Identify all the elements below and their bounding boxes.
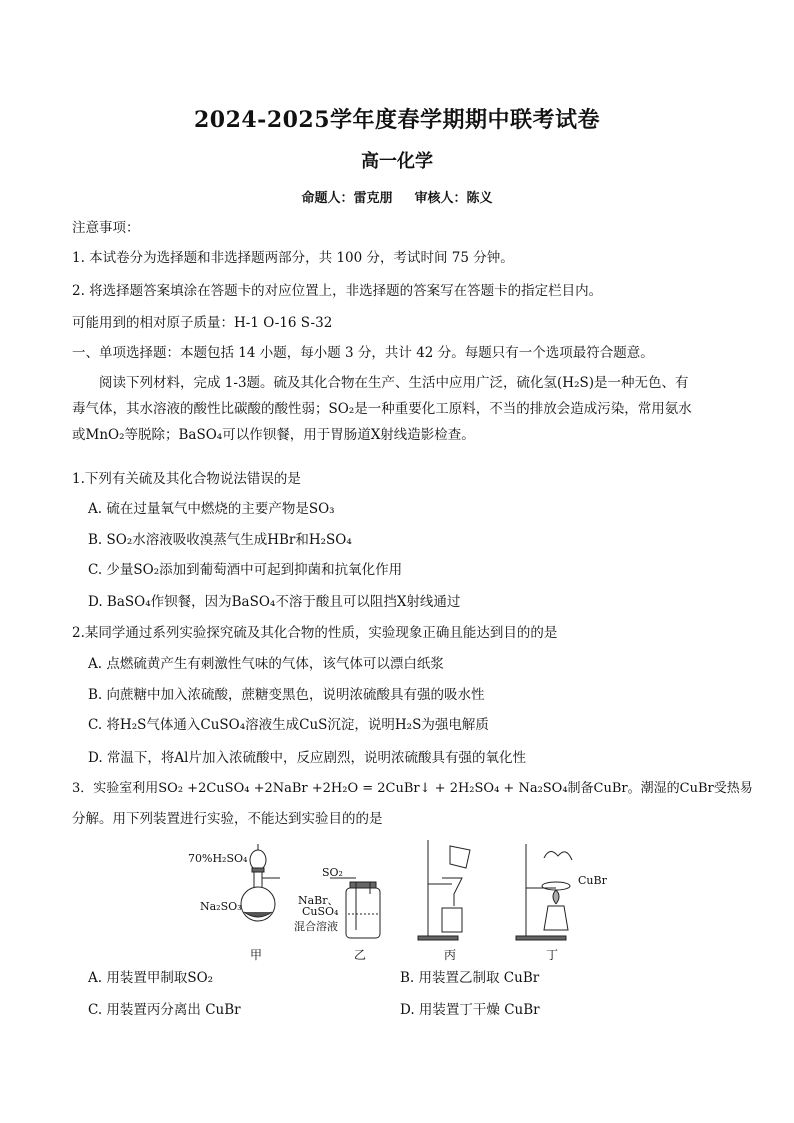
- q3-option-b: B. 用装置乙制取 CuBr: [400, 970, 540, 986]
- author: 命题人：雷克朋: [301, 191, 393, 206]
- label-cubr: CuBr: [578, 874, 607, 887]
- label-mixed-solution: 混合溶液: [294, 920, 338, 933]
- caption-ding: 丁: [546, 948, 559, 962]
- q3-stem-line-2: 分解。用下列装置进行实验，不能达到实验目的的是: [72, 811, 383, 827]
- page-title: 2024-2025学年度春学期期中联考试卷: [193, 107, 601, 133]
- reading-line-2: 毒气体，其水溶液的酸性比碳酸的酸性弱；SO₂是一种重要化工原料，不当的排放会造成污染，常用氨水: [72, 401, 692, 417]
- caption-yi: 乙: [354, 948, 367, 962]
- q2-option-d: D. 常温下，将Al片加入浓硫酸中，反应剧烈，说明浓硫酸具有强的氧化性: [88, 750, 526, 766]
- apparatus-figure: [180, 838, 620, 963]
- note-item-1: 1. 本试卷分为选择题和非选择题两部分，共 100 分，考试时间 75 分钟。: [72, 250, 514, 266]
- q2-option-b: B. 向蔗糖中加入浓硫酸，蔗糖变黑色，说明浓硫酸具有强的吸水性: [88, 687, 485, 703]
- label-na2so3: Na₂SO₃: [200, 900, 242, 913]
- q2-stem: 2.某同学通过系列实验探究硫及其化合物的性质，实验现象正确且能达到目的的是: [72, 625, 558, 641]
- page-subtitle: 高一化学: [361, 151, 433, 172]
- reviewer: 审核人：陈义: [414, 191, 493, 206]
- caption-bing: 丙: [444, 948, 457, 962]
- q1-stem: 1.下列有关硫及其化合物说法错误的是: [72, 471, 301, 487]
- q2-option-a: A. 点燃硫黄产生有刺激性气味的气体，该气体可以漂白纸浆: [88, 656, 444, 672]
- label-cuso4: CuSO₄: [302, 905, 339, 918]
- label-nabr: NaBr、: [298, 894, 339, 907]
- notes-heading: 注意事项：: [72, 220, 140, 236]
- atomic-mass-line: 可能用到的相对原子质量：H-1 O-16 S-32: [72, 315, 333, 331]
- q3-option-c: C. 用装置丙分离出 CuBr: [88, 1002, 241, 1018]
- q3-option-d: D. 用装置丁干燥 CuBr: [400, 1002, 540, 1018]
- q3-stem-line-1: 3．实验室利用SO₂ +2CuSO₄ +2NaBr +2H₂O = 2CuBr↓ + 2H₂SO₄ + Na₂SO₄制备CuBr。潮湿的CuBr受热易: [72, 781, 753, 796]
- q1-option-b: B. SO₂水溶液吸收溴蒸气生成HBr和H₂SO₄: [88, 532, 352, 548]
- apparatus-ding: [516, 844, 572, 940]
- note-item-2: 2. 将选择题答案填涂在答题卡的对应位置上，非选择题的答案写在答题卡的指定栏目内。: [72, 283, 603, 299]
- q1-option-a: A. 硫在过量氧气中燃烧的主要产物是SO₃: [88, 501, 335, 517]
- label-h2so4: 70%H₂SO₄: [188, 852, 248, 865]
- caption-jia: 甲: [250, 948, 263, 962]
- reading-passage: [72, 370, 720, 448]
- author-line: [0, 187, 794, 206]
- q3-option-a: A. 用装置甲制取SO₂: [88, 970, 214, 986]
- apparatus-bing: [418, 840, 470, 940]
- q1-option-c: C. 少量SO₂添加到葡萄酒中可起到抑菌和抗氧化作用: [88, 562, 403, 578]
- section-heading: 一、单项选择题：本题包括 14 小题，每小题 3 分，共计 42 分。每题只有一个选项最符合题意。: [72, 345, 654, 361]
- q1-option-d: D. BaSO₄作钡餐，因为BaSO₄不溶于酸且可以阻挡X射线通过: [88, 594, 461, 610]
- q2-option-c: C. 将H₂S气体通入CuSO₄溶液生成CuS沉淀，说明H₂S为强电解质: [88, 717, 489, 733]
- reading-line-1: 阅读下列材料，完成 1-3题。硫及其化合物在生产、生活中应用广泛，硫化氢(H₂S)是一种无色、有: [99, 375, 689, 391]
- label-so2: SO₂: [322, 866, 343, 879]
- reading-line-3: 或MnO₂等脱除；BaSO₄可以作钡餐，用于胃肠道X射线造影检查。: [72, 427, 475, 443]
